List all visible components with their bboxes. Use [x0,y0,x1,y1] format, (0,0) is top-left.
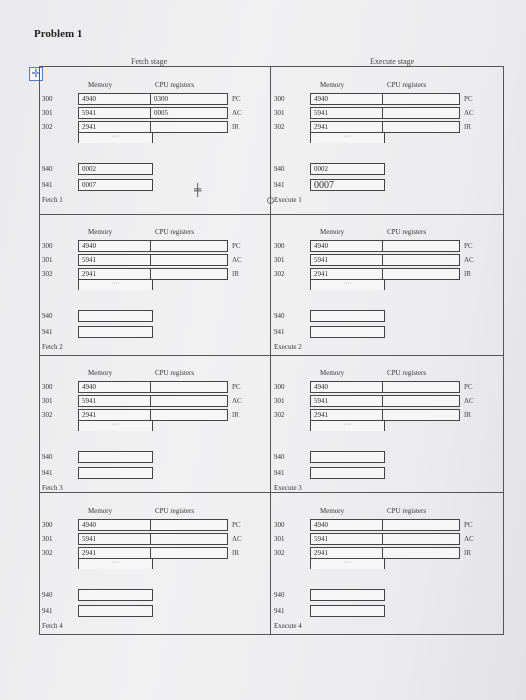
panel-execute-2 [272,222,497,362]
address-label: 302 [42,549,53,557]
memory-cell[interactable]: 4940 [78,93,153,105]
register-ir-label: IR [464,270,471,278]
cpu-registers-heading: CPU registers [387,369,427,377]
register-ir-label: IR [232,411,239,419]
register-ir-value[interactable] [382,121,460,133]
memory-ellipsis: ···· [310,133,385,143]
register-pc-value[interactable] [382,519,460,531]
address-label: 302 [42,270,53,278]
memory-cell-940[interactable] [78,451,153,463]
address-label: 300 [274,383,285,391]
address-label: 301 [42,397,53,405]
stage-name: Execute 2 [274,343,302,351]
register-ac-value[interactable]: 0005 [150,107,228,119]
memory-ellipsis: ···· [310,280,385,290]
execute-stage-header: Execute stage [370,57,415,66]
register-pc-label: PC [464,383,473,391]
address-label: 300 [42,95,53,103]
register-ir-value[interactable] [150,268,228,280]
register-ir-label: IR [232,123,239,131]
memory-heading: Memory [88,228,113,236]
memory-cell[interactable]: 5941 [78,107,153,119]
memory-cell[interactable]: 2941 [78,547,153,559]
memory-heading: Memory [88,81,113,89]
register-pc-value[interactable] [382,93,460,105]
address-label: 940 [274,312,285,320]
register-ac-label: AC [232,397,242,405]
register-ir-value[interactable] [150,547,228,559]
address-label: 301 [274,535,285,543]
memory-heading: Memory [88,369,113,377]
address-label: 302 [42,411,53,419]
register-ac-value[interactable] [150,533,228,545]
memory-cell-940[interactable] [78,589,153,601]
stage-name: Fetch 4 [42,622,63,630]
register-ir-label: IR [464,123,471,131]
memory-heading: Memory [320,369,345,377]
memory-cell[interactable]: 2941 [310,409,385,421]
register-ir-label: IR [464,411,471,419]
register-ir-value[interactable] [150,409,228,421]
address-label: 940 [42,453,53,461]
address-label: 941 [274,607,285,615]
address-label: 300 [274,242,285,250]
problem-title: Problem 1 [34,28,83,40]
memory-cell[interactable]: 2941 [310,268,385,280]
register-pc-value[interactable] [150,381,228,393]
panel-fetch-4 [40,501,265,641]
memory-ellipsis: ···· [78,280,153,290]
panel-execute-4 [272,501,497,641]
address-label: 940 [42,591,53,599]
address-label: 941 [274,181,285,189]
address-label: 940 [274,591,285,599]
address-label: 300 [42,242,53,250]
cpu-registers-heading: CPU registers [387,228,427,236]
memory-cell[interactable]: 5941 [310,533,385,545]
cpu-registers-heading: CPU registers [155,81,195,89]
register-ac-label: AC [464,256,474,264]
memory-cell-941[interactable] [78,326,153,338]
address-label: 302 [274,270,285,278]
register-pc-value[interactable] [150,240,228,252]
memory-heading: Memory [320,81,345,89]
stage-name: Execute 3 [274,484,302,492]
memory-cell[interactable]: 2941 [310,121,385,133]
panel-fetch-1 [40,75,265,215]
cpu-registers-heading: CPU registers [155,507,195,515]
register-ac-label: AC [464,109,474,117]
register-ac-value[interactable] [150,254,228,266]
cpu-registers-heading: CPU registers [155,228,195,236]
address-label: 300 [274,521,285,529]
register-pc-label: PC [232,383,241,391]
address-label: 302 [274,411,285,419]
register-ir-label: IR [232,270,239,278]
memory-cell[interactable]: 5941 [310,395,385,407]
move-cursor-icon: ╪ [194,183,202,197]
memory-cell-941[interactable] [78,467,153,479]
memory-cell[interactable]: 4940 [310,519,385,531]
memory-cell-941[interactable] [310,326,385,338]
drag-handle-icon[interactable] [267,197,274,204]
memory-cell[interactable]: 2941 [78,409,153,421]
address-label: 301 [42,256,53,264]
address-label: 941 [42,328,53,336]
address-label: 301 [42,535,53,543]
memory-ellipsis: ···· [310,421,385,431]
register-ir-value[interactable] [382,268,460,280]
register-ir-value[interactable] [150,121,228,133]
register-ac-label: AC [464,535,474,543]
register-ac-value[interactable] [382,395,460,407]
address-label: 941 [42,181,53,189]
register-ac-value[interactable] [382,533,460,545]
address-label: 302 [274,123,285,131]
address-label: 300 [274,95,285,103]
address-label: 940 [42,165,53,173]
register-ac-value[interactable] [382,254,460,266]
move-handle-icon[interactable]: ✛ [29,67,43,81]
address-label: 301 [274,256,285,264]
memory-cell[interactable]: 5941 [78,533,153,545]
memory-ellipsis: ···· [310,559,385,569]
memory-ellipsis: ···· [78,133,153,143]
register-pc-value[interactable]: 0300 [150,93,228,105]
register-pc-label: PC [232,242,241,250]
register-pc-value[interactable] [150,519,228,531]
memory-cell[interactable]: 4940 [310,93,385,105]
address-label: 940 [274,165,285,173]
address-label: 301 [274,397,285,405]
register-ir-label: IR [232,549,239,557]
address-label: 301 [42,109,53,117]
fetch-stage-header: Fetch stage [131,57,168,66]
register-pc-value[interactable] [382,381,460,393]
register-ac-label: AC [464,397,474,405]
memory-cell[interactable]: 5941 [310,107,385,119]
memory-cell[interactable]: 5941 [78,395,153,407]
address-label: 301 [274,109,285,117]
cpu-registers-heading: CPU registers [387,507,427,515]
register-ir-value[interactable] [382,409,460,421]
memory-cell-940[interactable] [310,451,385,463]
register-ac-label: AC [232,535,242,543]
address-label: 941 [42,469,53,477]
memory-cell[interactable]: 5941 [78,254,153,266]
register-ir-value[interactable] [382,547,460,559]
memory-ellipsis: ···· [78,559,153,569]
memory-cell[interactable]: 2941 [78,268,153,280]
memory-cell-940[interactable]: 0002 [78,163,153,175]
memory-cell[interactable]: 2941 [78,121,153,133]
memory-cell-941[interactable] [78,605,153,617]
address-label: 941 [42,607,53,615]
address-label: 940 [42,312,53,320]
stage-name: Execute 1 [274,196,302,204]
memory-heading: Memory [320,507,345,515]
panel-execute-3 [272,363,497,503]
memory-cell-940[interactable] [78,310,153,322]
panel-fetch-2 [40,222,265,362]
register-ac-label: AC [232,256,242,264]
memory-cell[interactable]: 4940 [310,381,385,393]
memory-cell[interactable]: 4940 [78,240,153,252]
stage-name: Execute 4 [274,622,302,630]
memory-cell-941[interactable] [310,605,385,617]
memory-cell[interactable]: 5941 [310,254,385,266]
memory-cell-940[interactable]: 0002 [310,163,385,175]
memory-heading: Memory [88,507,113,515]
address-label: 302 [42,123,53,131]
register-pc-label: PC [464,242,473,250]
memory-cell[interactable]: 4940 [78,381,153,393]
memory-cell[interactable]: 4940 [78,519,153,531]
register-ir-label: IR [464,549,471,557]
address-label: 300 [42,383,53,391]
column-divider [270,67,271,634]
register-pc-label: PC [464,521,473,529]
memory-heading: Memory [320,228,345,236]
register-pc-label: PC [232,95,241,103]
panel-fetch-3 [40,363,265,503]
memory-cell[interactable]: 4940 [310,240,385,252]
address-label: 940 [274,453,285,461]
cpu-registers-heading: CPU registers [155,369,195,377]
stage-name: Fetch 2 [42,343,63,351]
register-pc-label: PC [464,95,473,103]
memory-ellipsis: ···· [78,421,153,431]
address-label: 941 [274,328,285,336]
register-ac-value[interactable] [382,107,460,119]
memory-cell-941[interactable]: 0007 [78,179,153,191]
stage-name: Fetch 3 [42,484,63,492]
address-label: 302 [274,549,285,557]
address-label: 300 [42,521,53,529]
address-label: 941 [274,469,285,477]
memory-cell-941[interactable] [310,467,385,479]
memory-cell[interactable]: 2941 [310,547,385,559]
panel-execute-1 [272,75,497,215]
stage-name: Fetch 1 [42,196,63,204]
cpu-registers-heading: CPU registers [387,81,427,89]
register-pc-value[interactable] [382,240,460,252]
register-ac-value[interactable] [150,395,228,407]
memory-cell-940[interactable] [310,310,385,322]
register-ac-label: AC [232,109,242,117]
memory-cell-940[interactable] [310,589,385,601]
register-pc-label: PC [232,521,241,529]
memory-cell-941[interactable]: 0007 [310,179,385,191]
